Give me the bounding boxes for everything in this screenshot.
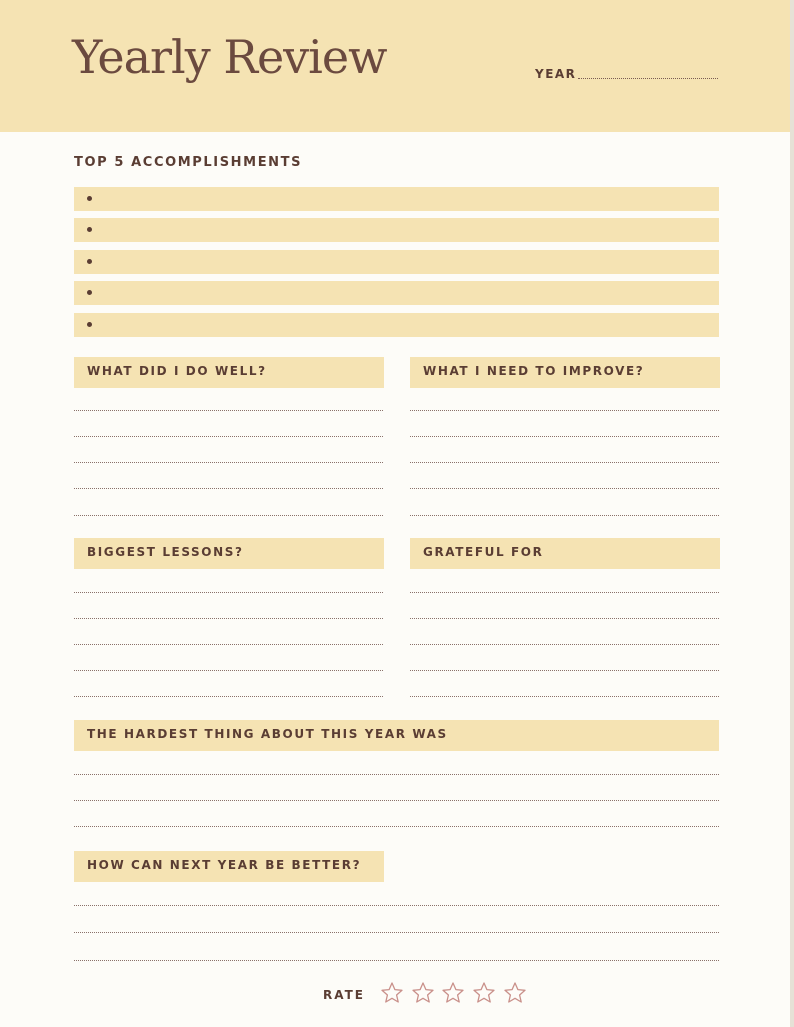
did-well-label: WHAT DID I DO WELL? xyxy=(74,357,384,388)
rate-label: RATE xyxy=(323,988,365,1002)
hardest-line[interactable] xyxy=(74,826,719,827)
hardest-label: THE HARDEST THING ABOUT THIS YEAR WAS xyxy=(74,720,719,751)
improve-line[interactable] xyxy=(410,488,719,489)
page-edge xyxy=(790,0,794,1027)
grateful-line[interactable] xyxy=(410,592,719,593)
accomplishment-item-1[interactable] xyxy=(74,187,719,211)
next-year-line[interactable] xyxy=(74,905,719,906)
year-input-line[interactable] xyxy=(578,78,718,79)
header-band xyxy=(0,0,790,132)
accomplishment-item-3[interactable] xyxy=(74,250,719,274)
hardest-line[interactable] xyxy=(74,800,719,801)
accomplishment-item-5[interactable] xyxy=(74,313,719,337)
page-title: Yearly Review xyxy=(72,30,387,84)
star-icon[interactable] xyxy=(441,981,465,1005)
grateful-line[interactable] xyxy=(410,644,719,645)
improve-label: WHAT I NEED TO IMPROVE? xyxy=(410,357,720,388)
bullet-icon xyxy=(87,227,92,232)
lessons-label: BIGGEST LESSONS? xyxy=(74,538,384,569)
year-label: YEAR xyxy=(535,67,577,81)
lessons-line[interactable] xyxy=(74,618,383,619)
improve-line[interactable] xyxy=(410,410,719,411)
lessons-line[interactable] xyxy=(74,670,383,671)
did-well-line[interactable] xyxy=(74,410,383,411)
star-icon[interactable] xyxy=(380,981,404,1005)
accomplishments-title: TOP 5 ACCOMPLISHMENTS xyxy=(74,155,303,170)
improve-line[interactable] xyxy=(410,436,719,437)
lessons-line[interactable] xyxy=(74,696,383,697)
lessons-line[interactable] xyxy=(74,592,383,593)
bullet-icon xyxy=(87,259,92,264)
lessons-line[interactable] xyxy=(74,644,383,645)
star-icon[interactable] xyxy=(411,981,435,1005)
next-year-line[interactable] xyxy=(74,932,719,933)
accomplishment-item-4[interactable] xyxy=(74,281,719,305)
improve-line[interactable] xyxy=(410,515,719,516)
grateful-line[interactable] xyxy=(410,670,719,671)
next-year-label: HOW CAN NEXT YEAR BE BETTER? xyxy=(74,851,384,882)
did-well-line[interactable] xyxy=(74,488,383,489)
did-well-line[interactable] xyxy=(74,462,383,463)
bullet-icon xyxy=(87,322,92,327)
improve-line[interactable] xyxy=(410,462,719,463)
star-icon[interactable] xyxy=(472,981,496,1005)
grateful-label: GRATEFUL FOR xyxy=(410,538,720,569)
bullet-icon xyxy=(87,196,92,201)
did-well-line[interactable] xyxy=(74,515,383,516)
star-icon[interactable] xyxy=(503,981,527,1005)
next-year-line[interactable] xyxy=(74,960,719,961)
bullet-icon xyxy=(87,290,92,295)
grateful-line[interactable] xyxy=(410,618,719,619)
accomplishment-item-2[interactable] xyxy=(74,218,719,242)
grateful-line[interactable] xyxy=(410,696,719,697)
did-well-line[interactable] xyxy=(74,436,383,437)
hardest-line[interactable] xyxy=(74,774,719,775)
